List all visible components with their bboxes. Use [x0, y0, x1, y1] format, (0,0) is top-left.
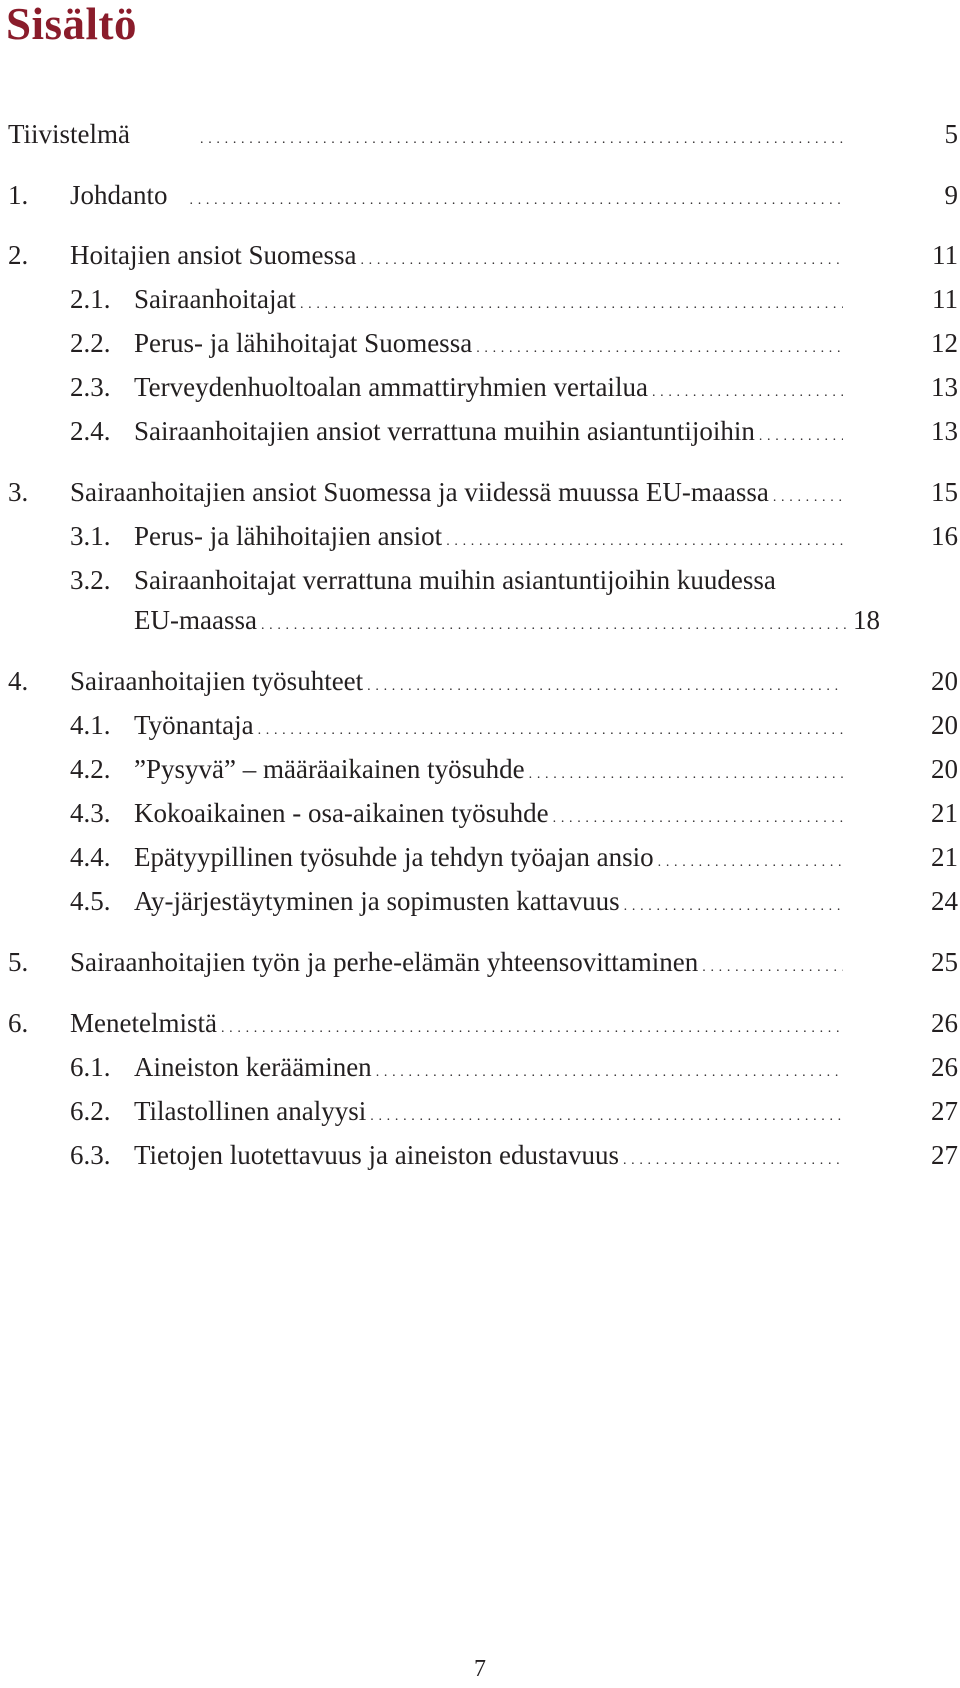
toc-entry[interactable] [0, 119, 960, 149]
toc-entry[interactable] [0, 565, 960, 595]
toc-entry-number: 2. [8, 240, 29, 270]
toc-entry[interactable] [0, 521, 960, 551]
toc-entry-page: 16 [931, 521, 958, 551]
toc-entry-label: Sairaanhoitajien ansiot verrattuna muihin asiantuntijoihin [134, 416, 755, 446]
dot-leader [258, 710, 843, 746]
toc-entry-label: EU-maassa [134, 605, 257, 635]
dot-leader [759, 416, 843, 452]
toc-entry-continuation[interactable] [0, 605, 960, 635]
dot-leader [553, 798, 843, 834]
toc-entry-page: 13 [931, 416, 958, 446]
toc-entry-number: 4.3. [70, 798, 111, 828]
dot-leader [658, 842, 843, 878]
toc-entry-number: 4.4. [70, 842, 111, 872]
toc-entry-page: 26 [931, 1008, 958, 1038]
toc-entry-number: 4.5. [70, 886, 111, 916]
dot-leader [529, 754, 843, 790]
toc-entry-page: 24 [931, 886, 958, 916]
toc-entry-label: Terveydenhuoltoalan ammattiryhmien vertailua [134, 372, 648, 402]
toc-entry[interactable] [0, 947, 960, 977]
toc-entry[interactable] [0, 372, 960, 402]
toc-entry[interactable] [0, 886, 960, 916]
toc-entry-page: 26 [931, 1052, 958, 1082]
toc-entry-number: 4. [8, 666, 29, 696]
toc-entry-label: Johdanto [70, 180, 168, 210]
dot-leader [367, 666, 843, 702]
toc-entry-page: 27 [931, 1096, 958, 1126]
toc-entry-label: Perus- ja lähihoitajien ansiot [134, 521, 443, 551]
toc-entry-page: 11 [932, 240, 958, 270]
toc-entry-number: 3.1. [70, 521, 111, 551]
toc-entry-number: 6.1. [70, 1052, 111, 1082]
dot-leader [446, 521, 843, 557]
dot-leader [376, 1052, 843, 1088]
toc-entry-number: 2.4. [70, 416, 111, 446]
toc-entry-label: Ay-järjestäytyminen ja sopimusten kattavuus [134, 886, 620, 916]
toc-entry-page: 20 [931, 754, 958, 784]
toc-entry-number: 2.3. [70, 372, 111, 402]
toc-entry-number: 5. [8, 947, 29, 977]
dot-leader [370, 1096, 843, 1132]
dot-leader [476, 328, 843, 364]
toc-entry[interactable] [0, 754, 960, 784]
toc-entry[interactable] [0, 1008, 960, 1038]
dot-leader [652, 372, 843, 408]
toc-entry[interactable] [0, 1140, 960, 1170]
toc-entry-page: 13 [931, 372, 958, 402]
toc-entry-label: Sairaanhoitajat [134, 284, 296, 314]
toc-entry-label: Tietojen luotettavuus ja aineiston edustavuus [134, 1140, 619, 1170]
toc-entry-page: 5 [944, 119, 958, 149]
toc-entry[interactable] [0, 842, 960, 872]
toc-entry-label: Sairaanhoitajien työn ja perhe-elämän yhteensovittaminen [70, 947, 699, 977]
toc-entry[interactable] [0, 240, 960, 270]
toc-entry-number: 3. [8, 477, 29, 507]
toc-entry-page: 20 [931, 666, 958, 696]
toc-entry-page: 20 [931, 710, 958, 740]
toc-entry-label: Kokoaikainen - osa-aikainen työsuhde [134, 798, 549, 828]
dot-leader [300, 284, 843, 320]
toc-entry-page: 18 [853, 605, 880, 635]
toc-entry[interactable] [0, 328, 960, 358]
toc-entry-number: 4.2. [70, 754, 111, 784]
dot-leader [221, 1008, 843, 1044]
dot-leader [702, 947, 843, 983]
dot-leader [261, 605, 851, 641]
toc-entry[interactable] [0, 180, 960, 210]
toc-entry-label: Sairaanhoitajien ansiot Suomessa ja viidessä muussa EU-maassa [70, 477, 769, 507]
dot-leader [190, 180, 844, 216]
toc-entry-number: 1. [8, 180, 29, 210]
toc-entry-label: Aineiston kerääminen [134, 1052, 372, 1082]
toc-entry-label: Tiivistelmä [8, 119, 131, 149]
toc-entry[interactable] [0, 416, 960, 446]
toc-entry-page: 27 [931, 1140, 958, 1170]
toc-entry-label: Hoitajien ansiot Suomessa [70, 240, 357, 270]
toc-entry-number: 6. [8, 1008, 29, 1038]
toc-entry-label: Sairaanhoitajat verrattuna muihin asiantuntijoihin kuudessa [134, 565, 776, 595]
dot-leader [773, 477, 843, 513]
toc-entry-page: 12 [931, 328, 958, 358]
toc-entry[interactable] [0, 798, 960, 828]
page-title: Sisältö [6, 0, 138, 49]
toc-entry-number: 6.2. [70, 1096, 111, 1126]
toc-entry-label: Sairaanhoitajien työsuhteet [70, 666, 364, 696]
toc-entry-page: 25 [931, 947, 958, 977]
toc-entry-label: Epätyypillinen työsuhde ja tehdyn työajan ansio [134, 842, 654, 872]
toc-entry[interactable] [0, 477, 960, 507]
dot-leader [623, 1140, 843, 1176]
toc-entry-page: 9 [944, 180, 958, 210]
toc-entry-page: 15 [931, 477, 958, 507]
toc-entry-page: 21 [931, 842, 958, 872]
toc-entry[interactable] [0, 666, 960, 696]
toc-entry-number: 2.1. [70, 284, 111, 314]
toc-entry-label: ”Pysyvä” – määräaikainen työsuhde [134, 754, 525, 784]
dot-leader [360, 240, 843, 276]
toc-entry[interactable] [0, 710, 960, 740]
toc-entry-label: Työnantaja [134, 710, 254, 740]
toc-entry[interactable] [0, 1052, 960, 1082]
toc-entry-page: 11 [932, 284, 958, 314]
toc-entry-number: 6.3. [70, 1140, 111, 1170]
toc-entry-number: 4.1. [70, 710, 111, 740]
toc-entry-number: 3.2. [70, 565, 111, 595]
toc-entry-label: Perus- ja lähihoitajat Suomessa [134, 328, 473, 358]
toc-entry-number: 2.2. [70, 328, 111, 358]
page-number: 7 [474, 1656, 486, 1682]
toc-entry-page: 21 [931, 798, 958, 828]
toc-entry-label: Menetelmistä [70, 1008, 217, 1038]
dot-leader [624, 886, 843, 922]
dot-leader [200, 119, 843, 155]
toc-entry[interactable] [0, 284, 960, 314]
toc-entry[interactable] [0, 1096, 960, 1126]
toc-entry-label: Tilastollinen analyysi [134, 1096, 367, 1126]
